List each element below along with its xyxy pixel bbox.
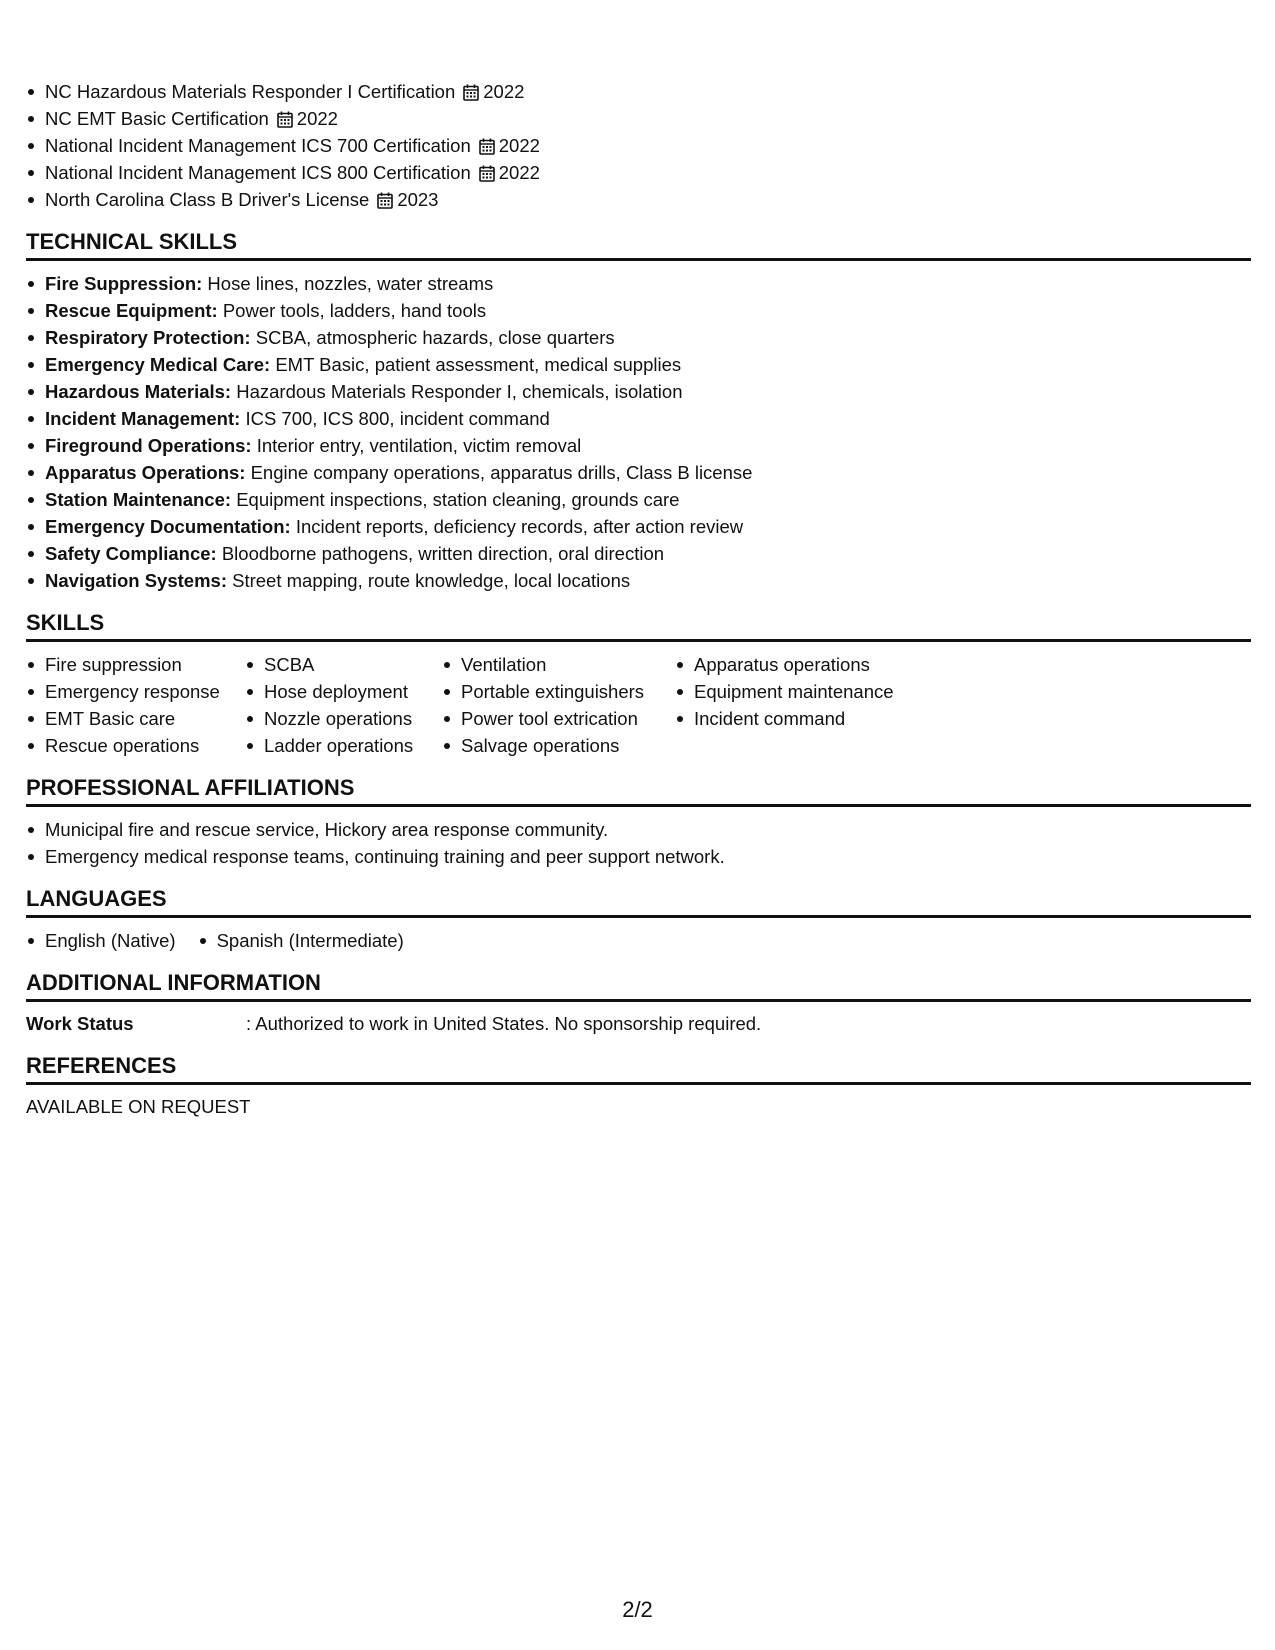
work-status-value: : Authorized to work in United States. No sponsorship required. [246,1013,762,1034]
certification-item: NC EMT Basic Certification 2022 [26,105,1251,132]
skill-item: EMT Basic care [26,705,245,732]
affiliations-list [26,816,1251,870]
affiliation-item: Emergency medical response teams, continuing training and peer support network. [26,843,1251,870]
language-item: Spanish (Intermediate) [198,927,404,954]
certification-item: National Incident Management ICS 800 Certification 2022 [26,159,1251,186]
technical-skill-item: Emergency Documentation: Incident reports, deficiency records, after action review [26,513,1251,540]
calendar-icon [463,84,479,101]
references-section [26,1045,1251,1120]
certification-item: North Carolina Class B Driver's License 2023 [26,186,1251,213]
technical-skills-section [26,221,1251,594]
technical-skill-item: Apparatus Operations: Engine company operations, apparatus drills, Class B license [26,459,1251,486]
calendar-icon [277,111,293,128]
section-heading-languages: LANGUAGES [26,878,1251,918]
skill-item: Ventilation [442,651,675,678]
skill-item: Emergency response [26,678,245,705]
section-heading-technical-skills: TECHNICAL SKILLS [26,221,1251,261]
section-heading-additional-info: ADDITIONAL INFORMATION [26,962,1251,1002]
calendar-icon [479,138,495,155]
skill-item: Rescue operations [26,732,245,759]
skills-column [442,651,675,759]
technical-skill-item: Fireground Operations: Interior entry, ventilation, victim removal [26,432,1251,459]
languages-list [26,927,1251,954]
skills-grid [26,651,1251,759]
skill-item: Ladder operations [245,732,442,759]
technical-skill-item: Hazardous Materials: Hazardous Materials Responder I, chemicals, isolation [26,378,1251,405]
skill-item: Fire suppression [26,651,245,678]
certification-item: National Incident Management ICS 700 Certification 2022 [26,132,1251,159]
section-heading-references: REFERENCES [26,1045,1251,1085]
technical-skill-item: Incident Management: ICS 700, ICS 800, incident command [26,405,1251,432]
skill-item: Power tool extrication [442,705,675,732]
technical-skills-list [26,270,1251,594]
calendar-icon [377,192,393,209]
skills-column [245,651,442,759]
certifications-list [26,78,1251,213]
language-item: English (Native) [26,927,176,954]
technical-skill-item: Fire Suppression: Hose lines, nozzles, water streams [26,270,1251,297]
skill-item: Portable extinguishers [442,678,675,705]
section-heading-skills: SKILLS [26,602,1251,642]
skills-column [26,651,245,759]
certification-item: NC Hazardous Materials Responder I Certification 2022 [26,78,1251,105]
section-heading-affiliations: PROFESSIONAL AFFILIATIONS [26,767,1251,807]
calendar-icon [479,165,495,182]
skill-item: Hose deployment [245,678,442,705]
skills-section [26,602,1251,759]
technical-skill-item: Rescue Equipment: Power tools, ladders, hand tools [26,297,1251,324]
skill-item: Incident command [675,705,915,732]
skill-item: SCBA [245,651,442,678]
technical-skill-item: Emergency Medical Care: EMT Basic, patient assessment, medical supplies [26,351,1251,378]
skills-column [675,651,915,759]
technical-skill-item: Station Maintenance: Equipment inspections, station cleaning, grounds care [26,486,1251,513]
references-text: AVAILABLE ON REQUEST [26,1096,251,1117]
skill-item: Salvage operations [442,732,675,759]
affiliations-section [26,767,1251,870]
technical-skill-item: Navigation Systems: Street mapping, route knowledge, local locations [26,567,1251,594]
work-status-row [26,1011,1251,1037]
additional-info-section [26,962,1251,1037]
affiliation-item: Municipal fire and rescue service, Hickory area response community. [26,816,1251,843]
work-status-label: Work Status [26,1013,134,1034]
skill-item: Nozzle operations [245,705,442,732]
languages-section [26,878,1251,954]
technical-skill-item: Respiratory Protection: SCBA, atmospheric hazards, close quarters [26,324,1251,351]
resume-page-2 [26,78,1251,1120]
technical-skill-item: Safety Compliance: Bloodborne pathogens, written direction, oral direction [26,540,1251,567]
page-number: 2/2 [622,1597,653,1622]
skill-item: Apparatus operations [675,651,915,678]
skill-item: Equipment maintenance [675,678,915,705]
